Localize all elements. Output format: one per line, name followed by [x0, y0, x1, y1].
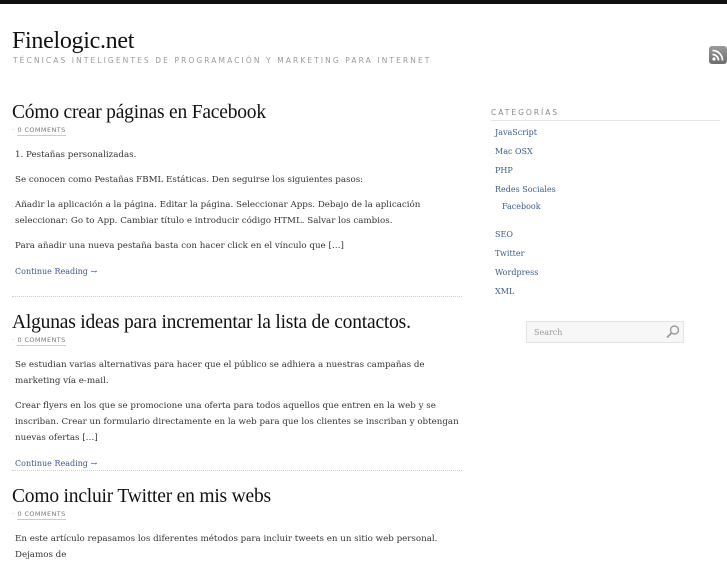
post-body: [12, 147, 462, 280]
category-seo[interactable]: SEO: [495, 230, 513, 239]
category-redes-sociales[interactable]: Redes Sociales: [495, 185, 556, 194]
search-box: [526, 321, 684, 343]
post-paragraph: Crear flyers en los que se promocione una oferta para todos aquellos que entren en la web y se inscriban. Crear un formulario directamente en la web para que los clientes se inscriban y obtengan nuevas ofertas […]: [15, 401, 459, 443]
top-bar: [0, 0, 727, 4]
category-facebook[interactable]: Facebook: [502, 202, 541, 211]
categories-heading: CATEGORÍAS: [491, 108, 720, 121]
comments-count: · 0 COMMENTS: [12, 510, 66, 518]
post-paragraph: Para añadir una nueva pestaña basta con hacer click en el vínculo que […]: [15, 241, 344, 251]
post-paragraph: Se estudian varias alternativas para hacer que el público se adhiera a nuestras campañas de marketing vía e-mail.: [15, 360, 425, 386]
comments-link[interactable]: 0 COMMENTS: [17, 126, 66, 134]
search-input[interactable]: [527, 322, 657, 342]
comments-link[interactable]: 0 COMMENTS: [17, 510, 66, 518]
post-paragraph: En este artículo repasamos los diferentes métodos para incluir tweets en un sitio web personal. Dejamos de: [15, 534, 438, 560]
continue-reading-link[interactable]: Continue Reading →: [15, 267, 98, 276]
rss-feed-icon[interactable]: [709, 46, 727, 64]
category-javascript[interactable]: JavaScript: [495, 128, 537, 137]
site-tagline: TÉCNICAS INTELIGENTES DE PROGRAMACIÓN Y MARKETING PARA INTERNET: [13, 56, 432, 65]
post-paragraph: 1. Pestañas personalizadas.: [15, 150, 137, 160]
post-title[interactable]: Algunas ideas para incrementar la lista de contactos.: [12, 312, 411, 333]
post-contact-list-ideas: [12, 312, 462, 472]
category-xml[interactable]: XML: [495, 287, 515, 296]
post-body: [12, 357, 462, 472]
post-body: [12, 531, 462, 563]
post-paragraph: Se conocen como Pestañas FBML Estáticas. Den seguirse los siguientes pasos:: [15, 175, 364, 185]
post-divider: [12, 296, 462, 297]
post-title[interactable]: Como incluir Twitter en mis webs: [12, 486, 271, 507]
post-facebook-pages: [12, 102, 462, 280]
search-icon[interactable]: [665, 324, 681, 340]
category-mac-osx[interactable]: Mac OSX: [495, 147, 533, 156]
post-title[interactable]: Cómo crear páginas en Facebook: [12, 102, 266, 123]
comments-count: · 0 COMMENTS: [12, 126, 66, 134]
category-twitter[interactable]: Twitter: [495, 249, 525, 258]
category-wordpress[interactable]: Wordpress: [495, 268, 539, 277]
post-twitter-webs: [12, 486, 462, 572]
comments-link[interactable]: 0 COMMENTS: [17, 336, 66, 344]
continue-reading-link[interactable]: Continue Reading →: [15, 459, 98, 468]
category-php[interactable]: PHP: [495, 166, 513, 175]
comments-count: · 0 COMMENTS: [12, 336, 66, 344]
site-title[interactable]: Finelogic.net: [12, 28, 135, 54]
post-divider: [12, 470, 462, 471]
post-paragraph: Añadir la aplicación a la página. Editar la página. Seleccionar Apps. Debajo de la aplicación seleccionar: Go to App. Cambiar título e introducir código HTML. Salvar los cambios.: [15, 200, 421, 226]
